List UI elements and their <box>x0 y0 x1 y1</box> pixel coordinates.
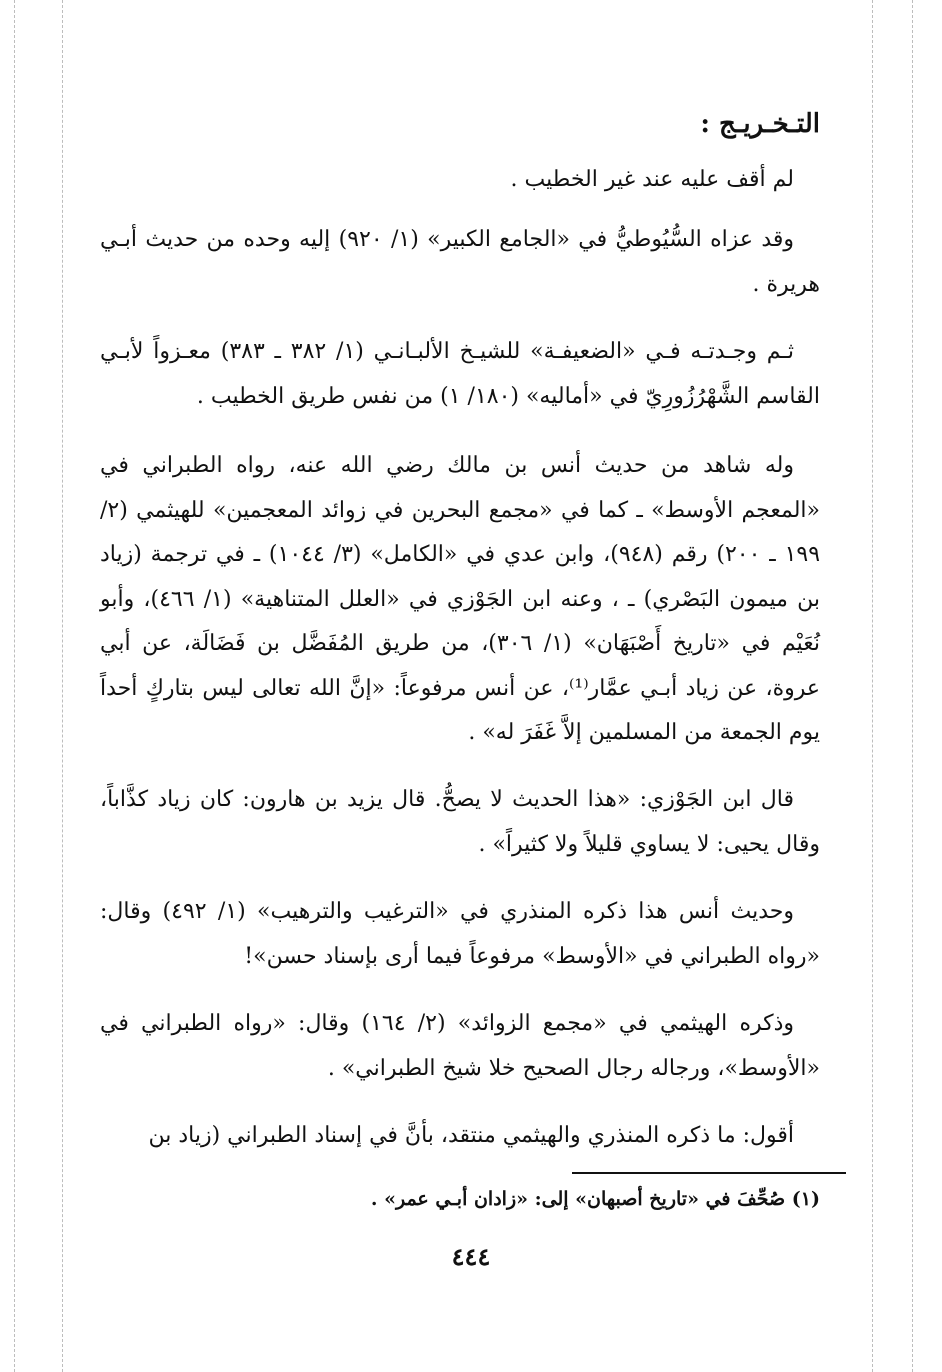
paragraph: وقد عزاه السُّيُوطيُّ في «الجامع الكبير» (١/ ٩٢٠) إليه وحده من حديث أبـي هريرة . <box>100 227 820 297</box>
page-edge-line <box>62 0 63 1372</box>
footnote-separator <box>572 1172 846 1174</box>
paragraph: أقول: ما ذكره المنذري والهيثمي منتقد، بأنَّ في إسناد الطبراني (زياد بن <box>148 1123 794 1148</box>
paragraph: وذكره الهيثمي في «مجمع الزوائد» (٢/ ١٦٤) وقال: «رواه الطبراني في «الأوسط»، ورجاله رجال الصحيح خلا شيخ الطبراني» . <box>100 1011 820 1081</box>
paragraph: لم أقف عليه عند غير الخطيب . <box>510 167 794 192</box>
page-number: ٤٤٤ <box>451 1242 491 1271</box>
section-heading: التـخـريـج : <box>700 109 820 139</box>
footnote: (١) صُحِّفَ في «تاريخ أصبهان» إلى: «زادان أبـي عمر» . <box>370 1188 820 1210</box>
page-edge-line <box>14 0 15 1372</box>
paragraph: قال ابن الجَوْزي: «هذا الحديث لا يصحُّ. قال يزيد بن هارون: كان زياد كذَّاباً، وقال يحيى: لا يساوي قليلاً ولا كثيراً» . <box>100 787 820 857</box>
page-edge-line <box>872 0 873 1372</box>
paragraph: وحديث أنس هذا ذكره المنذري في «الترغيب والترهيب» (١/ ٤٩٢) وقال: «رواه الطبراني في «الأوسط» مرفوعاً فيما أرى بإسناد حسن»! <box>100 899 820 969</box>
paragraph: ثـم وجـدتـه فـي «الضعيفـة» للشيـخ الألبـانـي (١/ ٣٨٢ ـ ٣٨٣) معـزواً لأبـي القاسم الشَّهْرُزُورِيّ في «أماليه» (١٨٠/ ١) من نفس طريق الخطيب . <box>100 339 820 409</box>
paragraph: وله شاهد من حديث أنس بن مالك رضي الله عنه، رواه الطبراني في «المعجم الأوسط» ـ كما في «مجمع البحرين في زوائد المعجمين» للهيثمي (٢/ ١٩٩ ـ ٢٠٠) رقم (٩٤٨)، وابن عدي في «الكامل» (٣/ ١٠٤٤) ـ في ترجمة (زياد بن ميمون البَصْري) ـ ، وعنه ابن الجَوْزي في «العلل المتناهية» (١/ ٤٦٦)، وأبو نُعَيْم في «تاريخ أَصْبَهَان» (١/ ٣٠٦)، من طريق المُفَضَّل بن فَضَالَة، عن أبي عروة، عن زياد أبـي عمَّار⁽¹⁾، عن أنس مرفوعاً: «إنَّ الله تعالى ليس بتاركٍ أحداً يوم الجمعة من المسلمين إلاَّ غَفَرَ له» . <box>100 453 821 745</box>
page-edge-line <box>912 0 913 1372</box>
